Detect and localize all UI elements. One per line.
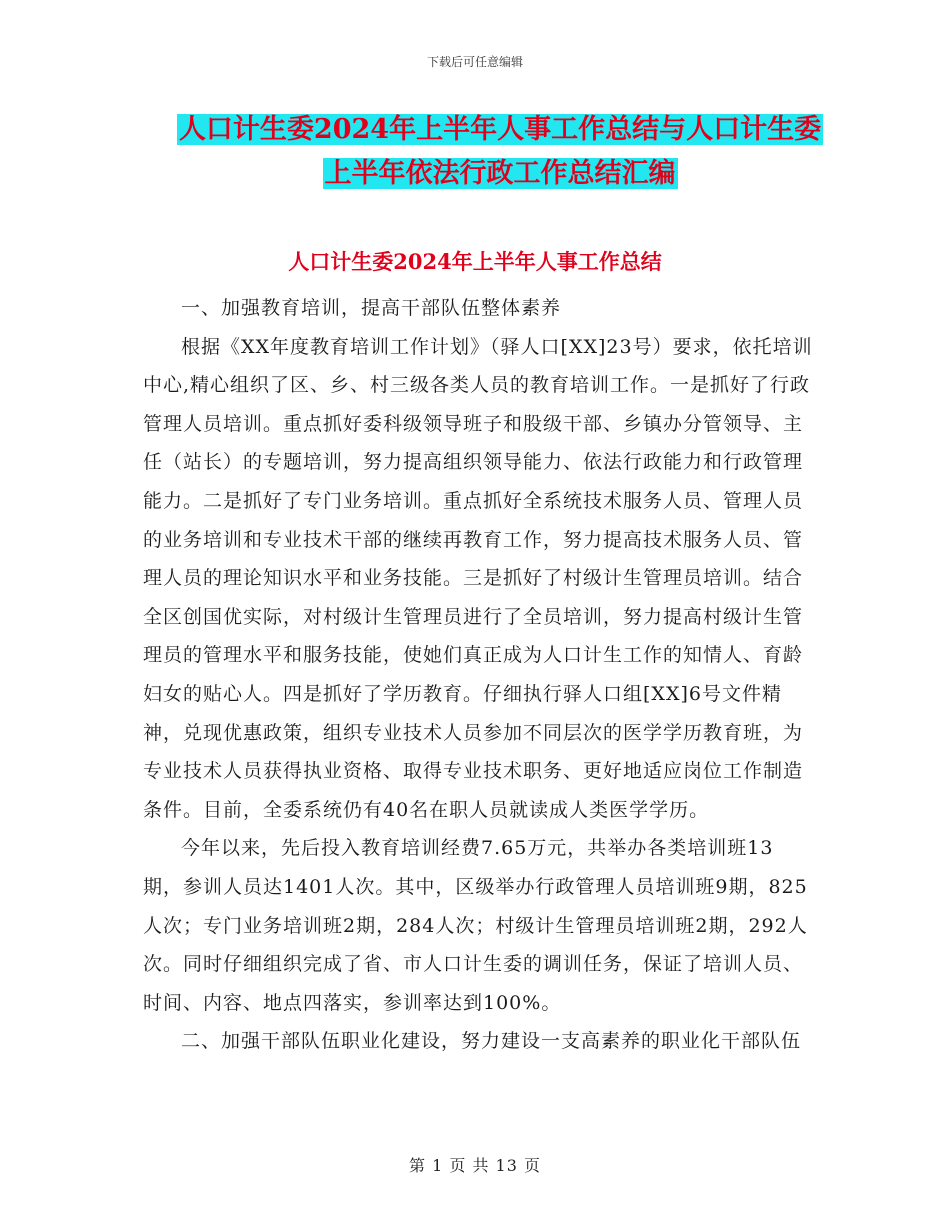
title-line-1 [140,108,860,152]
title-line-1-text: 人口计生委2024年上半年人事工作总结与人口计生委 [178,114,822,145]
paragraph-heading-2: 二、加强干部队伍职业化建设，努力建设一支高素养的职业化干部队伍 [181,1030,802,1053]
title-line-2-text: 上半年依法行政工作总结汇编 [324,158,676,189]
section-title: 人口计生委2024年上半年人事工作总结 [288,249,662,274]
paragraph: 今年以来，先后投入教育培训经费7.65万元，共举办各类培训班13期，参训人员达1401人次。其中，区级举办行政管理人员培训班9期，825人次；专门业务培训班2期，284人次；村级计生管理员培训班2期，292人次。同时仔细组织完成了省、市人口计生委的调训任务，保证了培训人员、时间、内容、地点四落实，参训率达到100%。 [143,837,808,1014]
paragraph: 根据《XX年度教育培训工作计划》（驿人口[XX]23号）要求，依托培训中心,精心组织了区、乡、村三级各类人员的教育培训工作。一是抓好了行政管理人员培训。重点抓好委科级领导班子和股级干部、乡镇办分管领导、主任（站长）的专题培训，努力提高组织领导能力、依法行政能力和行政管理能力。二是抓好了专门业务培训。重点抓好全系统技术服务人员、管理人员的业务培训和专业技术干部的继续再教育工作，努力提高技术服务人员、管理人员的理论知识水平和业务技能。三是抓好了村级计生管理员培训。结合全区创国优实际，对村级计生管理员进行了全员培训，努力提高村级计生管理员的管理水平和服务技能，使她们真正成为人口计生工作的知情人、育龄妇女的贴心人。四是抓好了学历教育。仔细执行驿人口组[XX]6号文件精神，兑现优惠政策，组织专业技术人员参加不同层次的医学学历教育班，为专业技术人员获得执业资格、取得专业技术职务、更好地适应岗位工作制造条件。目前，全委系统仍有40名在职人员就读成人类医学学历。 [143,335,813,821]
body-text [143,289,813,1061]
header-note: 下载后可任意编辑 [426,55,523,69]
page-footer: 第 1 页 共 13 页 [409,1156,541,1175]
paragraph-heading-1: 一、加强教育培训，提高干部队伍整体素养 [181,297,562,319]
title-line-2 [140,152,860,196]
document-title [140,108,860,196]
